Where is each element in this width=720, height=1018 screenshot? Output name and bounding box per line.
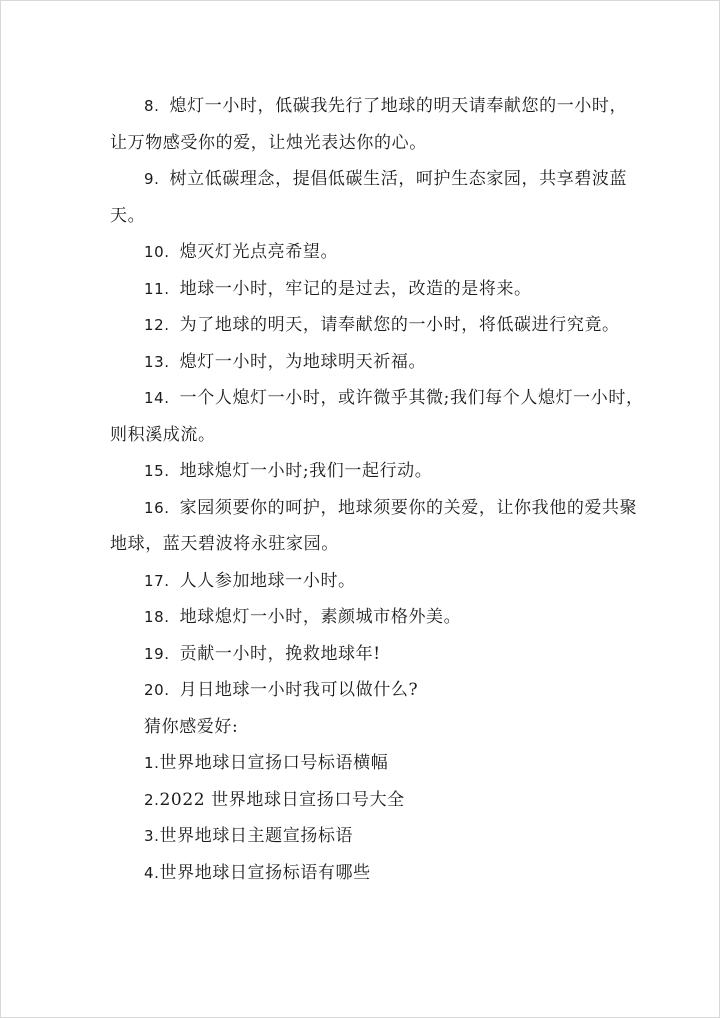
slogan-line [110,636,610,673]
slogan-item [110,271,610,308]
related-number: 2. [144,790,160,809]
slogan-continuation: 地球，蓝天碧波将永驻家园。 [110,534,339,554]
slogan-text: 熄灭灯光点亮希望。 [179,242,339,262]
slogan-item [110,234,610,271]
slogan-item [110,161,628,234]
related-number: 4. [144,863,160,882]
related-title: 世界地球日宣扬标语有哪些 [159,862,371,883]
slogan-continuation: 天。 [110,205,146,226]
slogan-line [110,453,610,490]
related-article-link[interactable] [110,782,610,819]
slogan-list [110,88,644,709]
slogan-text: 地球熄灯一小时，素颜城市格外美。 [179,607,462,627]
slogan-number: 18. [144,608,170,626]
slogan-number: 16. [144,498,170,517]
related-title: 世界地球日主题宣扬标语 [159,826,354,846]
related-title: 2022 世界地球日宣扬口号大全 [159,789,405,810]
slogan-text: 一个人熄灯一小时，或许微乎其微;我们每个人熄灯一小时， [179,388,644,408]
slogan-item [110,563,610,600]
slogan-line [110,307,620,344]
slogan-number: 8. [144,97,160,115]
slogan-text: 家园须要你的呵护，地球须要你的关爱，让你我他的爱共聚 [179,497,638,518]
related-number: 1. [144,754,160,772]
slogan-line [110,344,610,381]
slogan-text: 熄灯一小时，低碳我先行了地球的明天请奉献您的一小时， [169,96,628,116]
slogan-text: 贡献一小时，挽救地球年! [179,643,381,664]
slogan-text: 熄灯一小时，为地球明天祈福。 [179,351,427,372]
slogan-text: 地球一小时，牢记的是过去，改造的是将来。 [179,278,532,299]
slogan-item [110,380,644,453]
slogan-item [110,344,610,381]
slogan-line [110,599,610,636]
related-title: 世界地球日宣扬口号标语横幅 [159,753,389,773]
document-body [110,88,644,891]
slogan-line [110,672,610,709]
slogan-number: 12. [144,316,170,334]
slogan-number: 15. [144,462,170,480]
slogan-number: 10. [144,243,170,261]
slogan-item [110,307,620,344]
slogan-continuation: 则积溪成流。 [110,424,216,445]
guess-heading: 猜你感爱好: [144,716,239,737]
slogan-number: 19. [144,644,170,663]
slogan-line [110,271,610,308]
slogan-text: 地球熄灯一小时;我们一起行动。 [179,461,433,481]
related-number: 3. [144,827,160,845]
slogan-item [110,490,638,563]
slogan-item [110,672,610,709]
slogan-item [110,88,628,161]
slogan-text: 树立低碳理念，提倡低碳生活，呵护生态家园，共享碧波蓝 [169,169,628,189]
slogan-continuation: 让万物感受你的爱，让烛光表达你的心。 [110,132,427,153]
slogan-text: 人人参加地球一小时。 [179,570,356,591]
related-article-link[interactable] [110,818,610,855]
slogan-line [110,563,610,600]
slogan-text: 月日地球一小时我可以做什么? [179,680,419,700]
slogan-text: 为了地球的明天，请奉献您的一小时，将低碳进行究竟。 [179,315,620,335]
slogan-number: 17. [144,571,170,590]
slogan-number: 11. [144,279,170,298]
slogan-line [110,490,638,527]
slogan-line [110,234,610,271]
slogan-item [110,636,610,673]
slogan-line [110,88,628,125]
slogan-item [110,453,610,490]
slogan-item [110,599,610,636]
related-article-link[interactable] [110,855,610,892]
slogan-line [110,380,644,417]
slogan-number: 20. [144,681,170,699]
slogan-number: 9. [144,170,160,188]
related-list [110,745,610,891]
slogan-number: 14. [144,389,170,407]
slogan-number: 13. [144,352,170,371]
slogan-line [110,161,628,198]
related-article-link[interactable] [110,745,610,782]
